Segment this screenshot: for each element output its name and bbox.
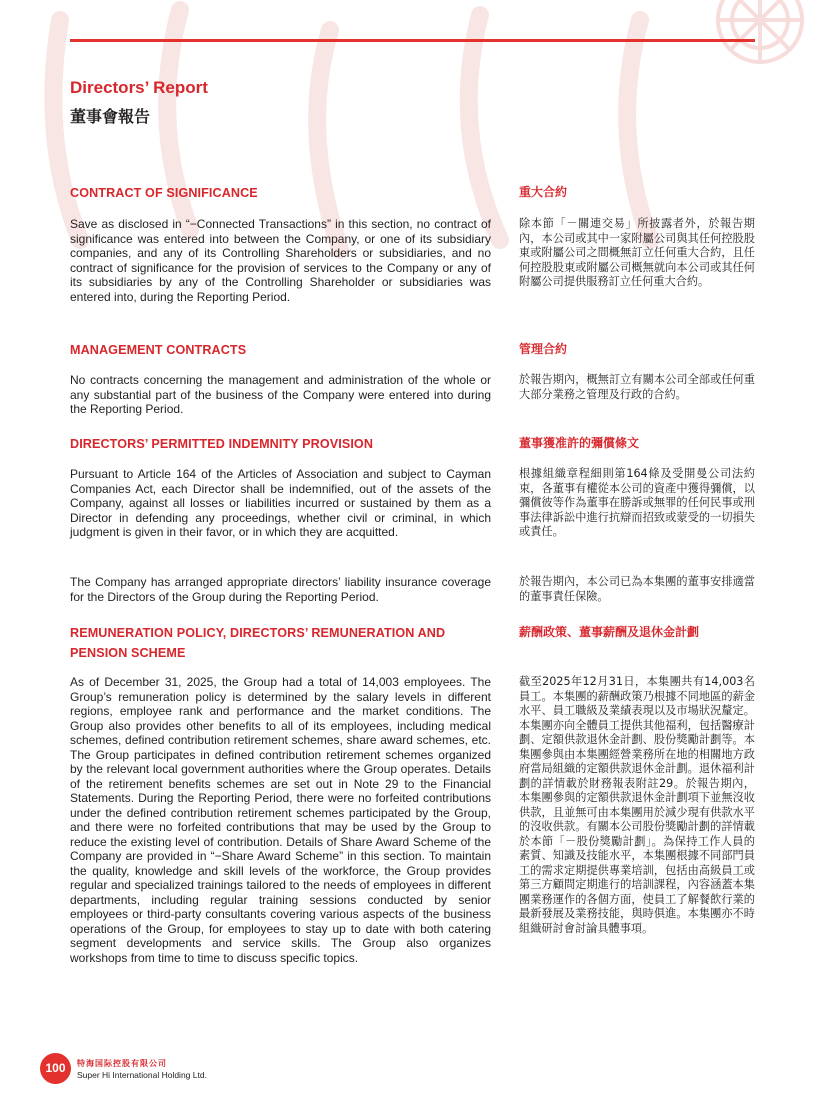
section-indemnity-zh: [519, 434, 755, 452]
section-contract-zh: [519, 183, 755, 201]
section-remuneration-zh: [519, 623, 755, 641]
section-heading-zh: 薪酬政策、董事薪酬及退休金計劃: [519, 625, 700, 639]
section-heading: DIRECTORS’ PERMITTED INDEMNITY PROVISION: [70, 437, 374, 451]
page-number: 100: [40, 1053, 71, 1084]
paragraph-en: [70, 467, 491, 540]
paragraph-zh: [519, 373, 755, 402]
section-heading-zh: 董事獲准許的彌償條文: [519, 436, 640, 450]
footer-company-zh: 特海国际控股有限公司: [77, 1059, 167, 1068]
paragraph-en: [70, 575, 491, 604]
paragraph-text-zh: 於報告期內，概無訂立有關本公司全部或任何重大部分業務之管理及行政的合約。: [519, 373, 755, 401]
paragraph-text: As of December 31, 2025, the Group had a total of 14,003 employees. The Group’s remuneration policy is determined by the salary levels in different regions, employee rank and performance and the market conditions. The Group also provides other benefits to all of its employees, including medical schemes, defined contribution retirement schemes, share award schemes, etc. The Group participates in defined contribution retirement schemes organized by the relevant local government authorities where the Group operates. Details of the retirement benefits schemes are set out in Note 29 to the Financial Statements. During the Reporting Period, there were no forfeited contributions under the defined contribution retirement schemes participated by the Group, and there were no forfeited contributions that may be used by the Group to reduce the existing level of contribution. Details of Share Award Scheme of the Company are provided in “−Share Award Scheme” in this section. To maintain the quality, knowledge and skill levels of the workforce, the Group provides regular and specialized trainings tailored to the needs of employees in different departments, including regular training sessions conducted by senior employees or third-party consultants covering various aspects of the business operations of the Group, for employees to stay up to date with both catering segment developments and service skills. The Group also organizes workshops from time to time to discuss specific topics.: [70, 675, 491, 965]
page-title: Directors’ Report: [70, 78, 208, 97]
section-heading-zh: 重大合約: [519, 185, 568, 199]
paragraph-text: Save as disclosed in “−Connected Transactions” in this section, no contract of significance was entered into between the Company, or one of its subsidiary companies, and any of its Controlling Shareholders or subsidiaries, and no contract of significance for the provision of services to the Company or any of its subsidiaries by any of the Controlling Shareholder or subsidiaries was entered into, during the Reporting Period.: [70, 217, 491, 304]
page-title-zh: 董事會報告: [70, 107, 151, 126]
section-heading-zh: 管理合約: [519, 342, 568, 356]
paragraph-text-zh: 除本節「－關連交易」所披露者外，於報告期內，本公司或其中一家附屬公司與其任何控股股東或附屬公司之間概無訂立任何重大合約，且任何控股股東或附屬公司概無就向本公司或其任何附屬公司提供服務訂立任何重大合約。: [519, 217, 755, 288]
paragraph-en: [70, 217, 491, 304]
paragraph-text-zh: 於報告期內，本公司已為本集團的董事安排適當的董事責任保險。: [519, 575, 755, 603]
footer-company-en: Super Hi International Holding Ltd.: [77, 1070, 207, 1080]
section-remuneration-en: [70, 623, 491, 663]
section-heading: REMUNERATION POLICY, DIRECTORS’ REMUNERATION AND PENSION SCHEME: [70, 626, 446, 660]
section-heading: MANAGEMENT CONTRACTS: [70, 343, 247, 357]
paragraph-en: [70, 373, 491, 417]
paragraph-en: [70, 675, 491, 965]
section-contract-en: [70, 183, 491, 203]
paragraph-zh: [519, 575, 755, 604]
paragraph-text: Pursuant to Article 164 of the Articles of Association and subject to Cayman Companies Act, each Director shall be indemnified, out of the assets of the Company, against all losses or liabilities incurred or sustained by them as a Director in defending any proceedings, whether civil or criminal, in which judgment is given in their favor, or in which they are acquitted.: [70, 467, 491, 539]
paragraph-zh: [519, 467, 755, 540]
paragraph-zh: [519, 675, 755, 936]
section-management-en: [70, 340, 491, 360]
paragraph-text: No contracts concerning the management and administration of the whole or any substantial part of the business of the Company were entered into during the Reporting Period.: [70, 373, 491, 416]
paragraph-text: The Company has arranged appropriate directors’ liability insurance coverage for the Directors of the Group during the Reporting Period.: [70, 575, 491, 604]
paragraph-text-zh: 根據組織章程細則第164條及受開曼公司法約束，各董事有權從本公司的資產中獲得彌償，以彌償彼等作為董事在勝訴或無罪的任何民事或刑事法律訴訟中進行抗辯而招致或蒙受的一切損失或責任。: [519, 467, 755, 538]
paragraph-zh: [519, 217, 755, 290]
top-rule: [70, 39, 755, 42]
section-management-zh: [519, 340, 755, 358]
section-indemnity-en: [70, 434, 491, 454]
section-heading: CONTRACT OF SIGNIFICANCE: [70, 186, 258, 200]
paragraph-text-zh: 截至2025年12月31日，本集團共有14,003名員工。本集團的薪酬政策乃根據不同地區的薪金水平、員工職級及業績表現以及市場狀況釐定。本集團亦向全體員工提供其他福利，包括醫療計劃、定額供款退休金計劃、股份獎勵計劃等。本集團參與由本集團經營業務所在地的相關地方政府當局組織的定額供款退休金計劃。退休福利計劃的詳情載於財務報表附註29。於報告期內，本集團參與的定額供款退休金計劃項下並無沒收供款，且並無可由本集團用於減少現有供款水平的沒收供款。有關本公司股份獎勵計劃的詳情載於本節「－股份獎勵計劃」。為保持工作人員的素質、知識及技能水平，本集團根據不同部門員工的需求定期提供專業培訓，包括由高級員工或第三方顧問定期進行的培訓課程，內容涵蓋本集團業務運作的各個方面，使員工了解餐飲行業的最新發展及業務技能，與時俱進。本集團亦不時組織研討會討論具體事項。: [519, 675, 755, 935]
bowl-icon: [718, 0, 802, 62]
